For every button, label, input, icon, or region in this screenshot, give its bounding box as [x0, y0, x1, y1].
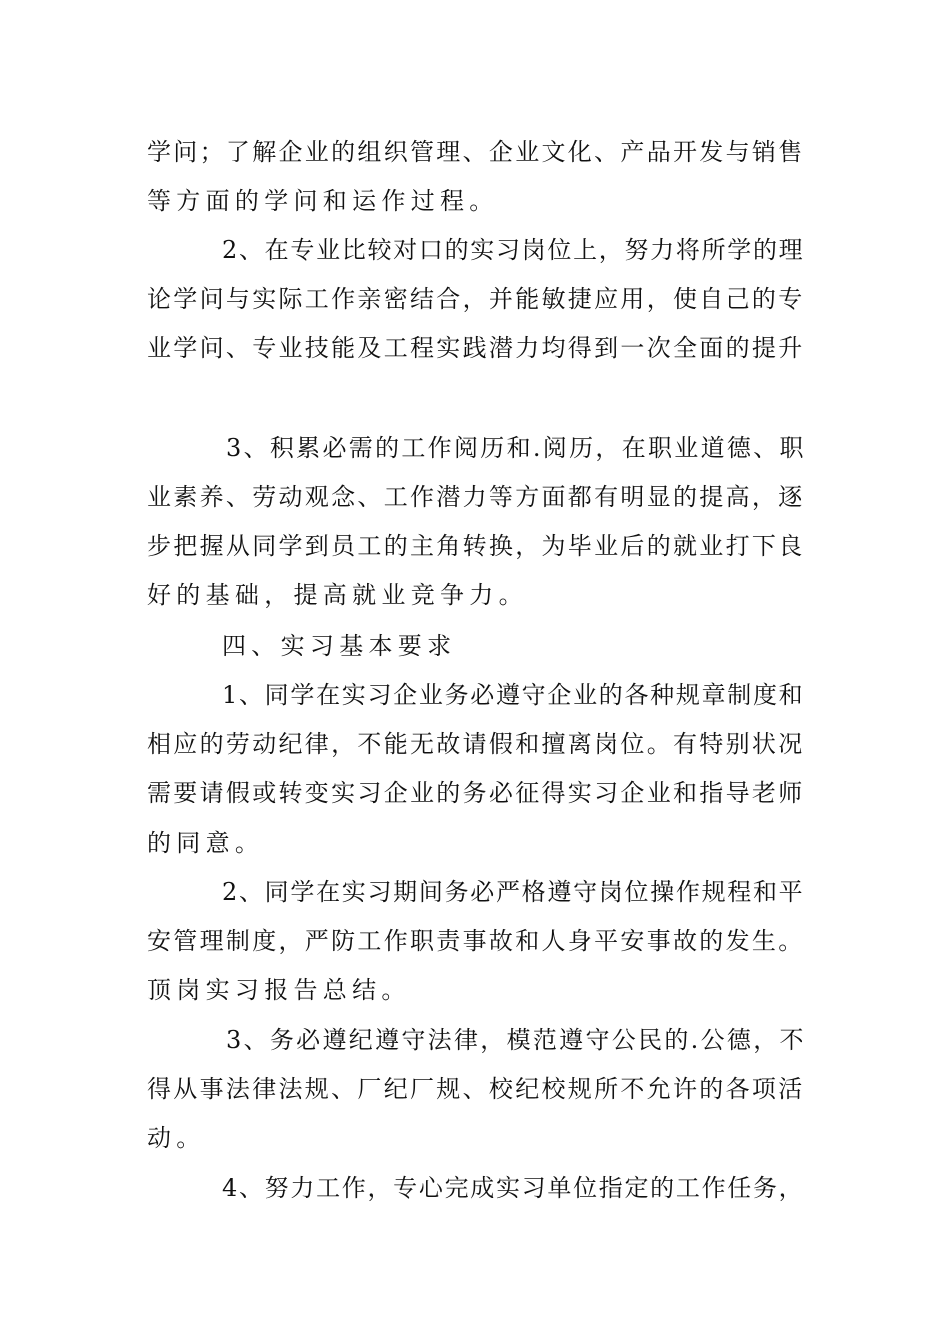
text-line: 步把握从同学到员工的主角转换，为毕业后的就业打下良: [147, 532, 805, 560]
text-line: 2、在专业比较对口的实习岗位上，努力将所学的理: [222, 236, 805, 264]
text-line: 动。: [147, 1124, 206, 1152]
text-line: 好的基础，提高就业竞争力。: [147, 581, 528, 609]
text-line: 得从事法律法规、厂纪厂规、校纪校规所不允许的各项活: [147, 1075, 805, 1103]
text-line: 1、同学在实习企业务必遵守企业的各种规章制度和: [222, 681, 805, 709]
text-line: 3、积累必需的工作阅历和.阅历，在职业道德、职: [226, 434, 806, 462]
text-line: 的同意。: [147, 829, 265, 857]
text-line: 论学问与实际工作亲密结合，并能敏捷应用，使自己的专: [147, 285, 805, 313]
text-line: 需要请假或转变实习企业的务必征得实习企业和指导老师: [147, 779, 805, 807]
section-heading: 四、实习基本要求: [222, 632, 457, 660]
text-line: 业素养、劳动观念、工作潜力等方面都有明显的提高，逐: [147, 483, 805, 511]
text-line: 安管理制度，严防工作职责事故和人身平安事故的发生。: [147, 927, 805, 955]
text-line: 学问；了解企业的组织管理、企业文化、产品开发与销售: [147, 138, 805, 166]
text-line: 相应的劳动纪律，不能无故请假和擅离岗位。有特别状况: [147, 730, 805, 758]
text-line: 业学问、专业技能及工程实践潜力均得到一次全面的提升: [147, 334, 805, 362]
text-line: 3、务必遵纪遵守法律，模范遵守公民的.公德，不: [226, 1026, 806, 1054]
text-line: 顶岗实习报告总结。: [147, 976, 411, 1004]
text-line: 等方面的学问和运作过程。: [147, 187, 499, 215]
text-line: 2、同学在实习期间务必严格遵守岗位操作规程和平: [222, 878, 805, 906]
text-line: 4、努力工作，专心完成实习单位指定的工作任务，: [222, 1174, 805, 1202]
